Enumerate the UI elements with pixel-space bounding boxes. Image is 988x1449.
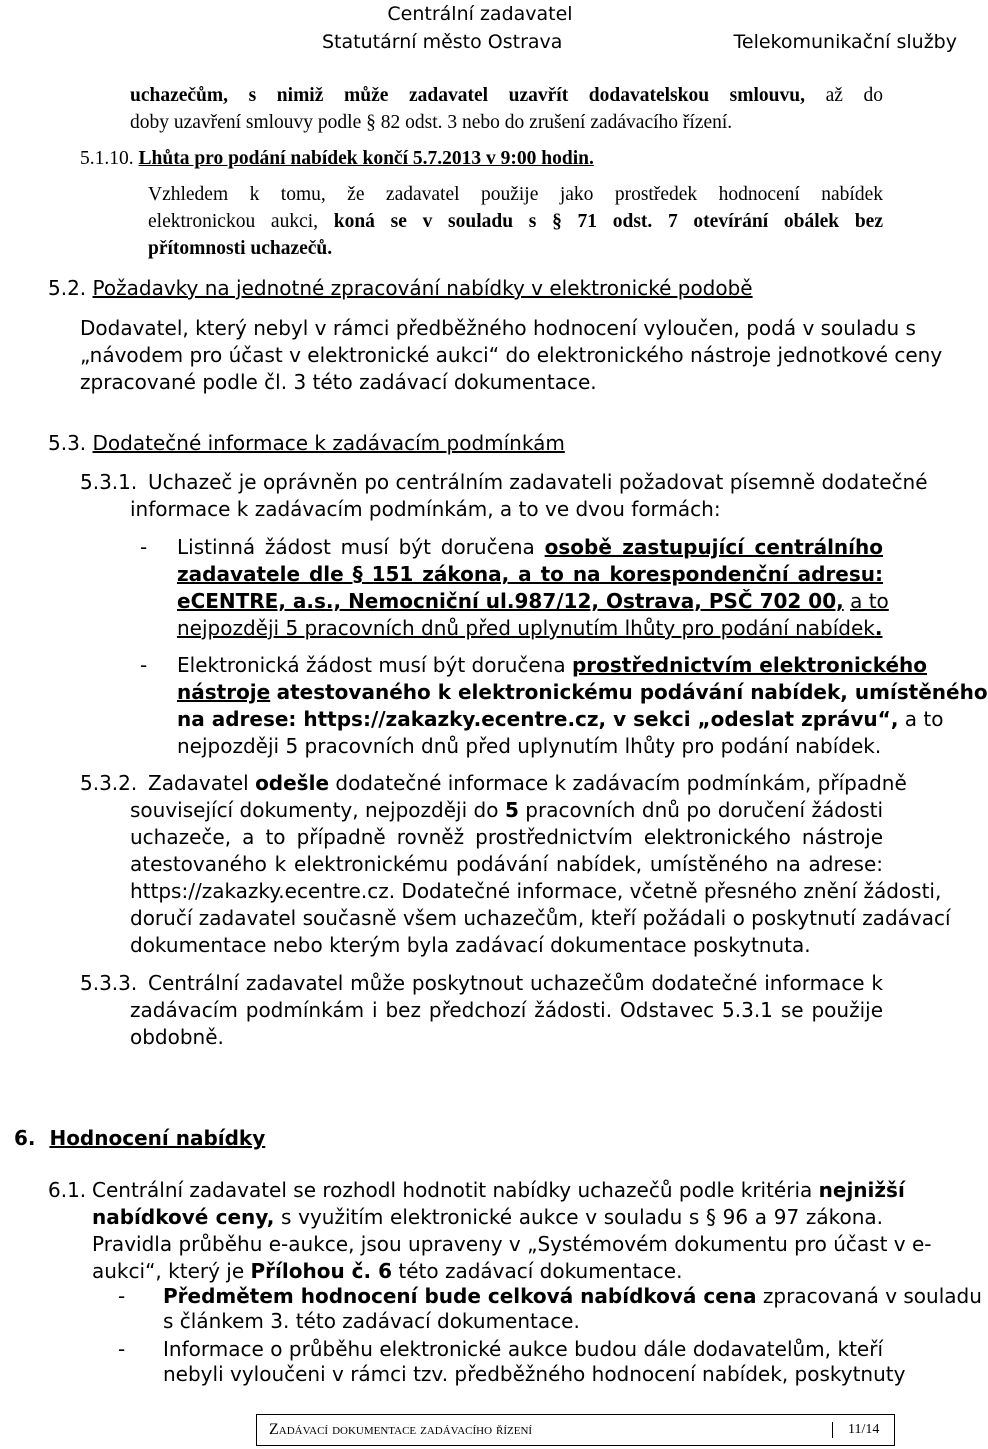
footer-page-number: 11/14 bbox=[848, 1422, 880, 1437]
s531-line1: Uchazeč je oprávněn po centrálním zadavateli požadovat písemně dodatečné bbox=[148, 470, 928, 494]
bullet1-line2: zadavatele dle § 151 zákona, a to na korespondenční adresu: bbox=[177, 562, 883, 586]
bullet2-line3: na adrese: https://zakazky.ecentre.cz, v sekci „odeslat zprávu“, a to bbox=[177, 707, 944, 731]
s531-line2: informace k zadávacím podmínkám, a to ve dvou formách: bbox=[130, 497, 721, 521]
header-right: Telekomunikační služby bbox=[733, 31, 957, 53]
section-5-1-10-heading: 5.1.10. Lhůta pro podání nabídek končí 5.7.2013 v 9:00 hodin. bbox=[80, 148, 594, 169]
s61-bullet-2-dash: - bbox=[118, 1337, 126, 1361]
bullet1-line1: Listinná žádost musí být doručena osobě zastupující centrálního bbox=[177, 535, 884, 559]
bullet1-line3: eCENTRE, a.s., Nemocniční ul.987/12, Ostrava, PSČ 702 00, a to bbox=[177, 589, 889, 613]
footer-box bbox=[256, 1414, 895, 1446]
s61-bullet2-line2: nebyli vyloučeni v rámci tzv. předběžného hodnocení nabídek, poskytnuty bbox=[163, 1362, 906, 1386]
s61-bullet1-line2: s článkem 3. této zadávací dokumentace. bbox=[163, 1309, 580, 1333]
s532-line7: dokumentace nebo kterým byla zadávací dokumentace poskytnuta. bbox=[130, 933, 811, 957]
bullet2-line4: nejpozději 5 pracovních dnů před uplynutím lhůty pro podání nabídek. bbox=[177, 734, 882, 758]
s532-line5: https://zakazky.ecentre.cz. Dodatečné informace, včetně přesného znění žádosti, bbox=[130, 879, 942, 903]
bullet2-line2: nástroje atestovaného k elektronickému podávání nabídek, umístěného bbox=[177, 680, 988, 704]
section-6-heading: 6. Hodnocení nabídky bbox=[14, 1126, 266, 1150]
s61-bullet-1-dash: - bbox=[118, 1284, 126, 1308]
s61-line1: Centrální zadavatel se rozhodl hodnotit nabídky uchazečů podle kritéria nejnižší bbox=[92, 1178, 905, 1202]
s61-number: 6.1. bbox=[48, 1178, 87, 1202]
s533-number: 5.3.3. bbox=[80, 971, 138, 995]
s5110-line2: elektronickou aukci, koná se v souladu s § 71 odst. 7 otevírání obálek bez bbox=[148, 211, 883, 232]
s52-line1: Dodavatel, který nebyl v rámci předběžného hodnocení vyloučen, podá v souladu s bbox=[80, 316, 916, 340]
bullet-2-dash: - bbox=[140, 653, 148, 677]
s5110-line3: přítomnosti uchazečů. bbox=[148, 238, 333, 259]
header-left: Statutární město Ostrava bbox=[322, 31, 563, 53]
s61-line3: Pravidla průběhu e-aukce, jsou upraveny v „Systémovém dokumentu pro účast v e- bbox=[92, 1232, 932, 1256]
s5110-line1: Vzhledem k tomu, že zadavatel použije jako prostředek hodnocení nabídek bbox=[148, 184, 883, 205]
intro-line1: uchazečům, s nimiž může zadavatel uzavřít dodavatelskou smlouvu, až do bbox=[130, 85, 884, 106]
s61-bullet1-line1: Předmětem hodnocení bude celková nabídková cena zpracovaná v souladu bbox=[163, 1284, 982, 1308]
s531-number: 5.3.1. bbox=[80, 470, 138, 494]
s532-line1: Zadavatel odešle dodatečné informace k zadávacím podmínkám, případně bbox=[148, 771, 907, 795]
s61-bullet2-line1: Informace o průběhu elektronické aukce budou dále dodavatelům, kteří bbox=[163, 1337, 883, 1361]
s532-line3: uchazeče, a to případně rovněž prostřednictvím elektronického nástroje bbox=[130, 825, 883, 849]
s532-line4: atestovaného k elektronickému podávání nabídek, umístěného na adrese: bbox=[130, 852, 883, 876]
s52-line2: „návodem pro účast v elektronické aukci“ do elektronického nástroje jednotkové ceny bbox=[80, 343, 943, 367]
footer-divider bbox=[832, 1422, 833, 1438]
s52-line3: zpracované podle čl. 3 této zadávací dokumentace. bbox=[80, 370, 597, 394]
section-5-2-heading: 5.2. Požadavky na jednotné zpracování nabídky v elektronické podobě bbox=[48, 276, 753, 300]
s61-line2: nabídkové ceny, s využitím elektronické aukce v souladu s § 96 a 97 zákona. bbox=[92, 1205, 883, 1229]
bullet2-line1: Elektronická žádost musí být doručena prostřednictvím elektronického bbox=[177, 653, 928, 677]
header-line1: Centrální zadavatel bbox=[387, 3, 573, 25]
bullet1-line4: nejpozději 5 pracovních dnů před uplynutím lhůty pro podání nabídek. bbox=[177, 616, 883, 640]
bullet-1-dash: - bbox=[140, 535, 148, 559]
s533-line1: Centrální zadavatel může poskytnout uchazečům dodatečné informace k bbox=[148, 971, 883, 995]
s533-line2: zadávacím podmínkám i bez předchozí žádosti. Odstavec 5.3.1 se použije bbox=[130, 998, 883, 1022]
s532-number: 5.3.2. bbox=[80, 771, 138, 795]
intro-line2: doby uzavření smlouvy podle § 82 odst. 3 nebo do zrušení zadávacího řízení. bbox=[130, 112, 733, 133]
s533-line3: obdobně. bbox=[130, 1025, 224, 1049]
s532-line2: související dokumenty, nejpozději do 5 pracovních dnů po doručení žádosti bbox=[130, 798, 884, 822]
s532-line6: doručí zadavatel současně všem uchazečům, kteří požádali o poskytnutí zadávací bbox=[130, 906, 951, 930]
s61-line4: aukci“, který je Přílohou č. 6 této zadávací dokumentace. bbox=[92, 1259, 683, 1283]
footer-title: Zadávací dokumentace zadávacího řízení bbox=[269, 1421, 533, 1438]
section-5-3-heading: 5.3. Dodatečné informace k zadávacím podmínkám bbox=[48, 431, 565, 455]
